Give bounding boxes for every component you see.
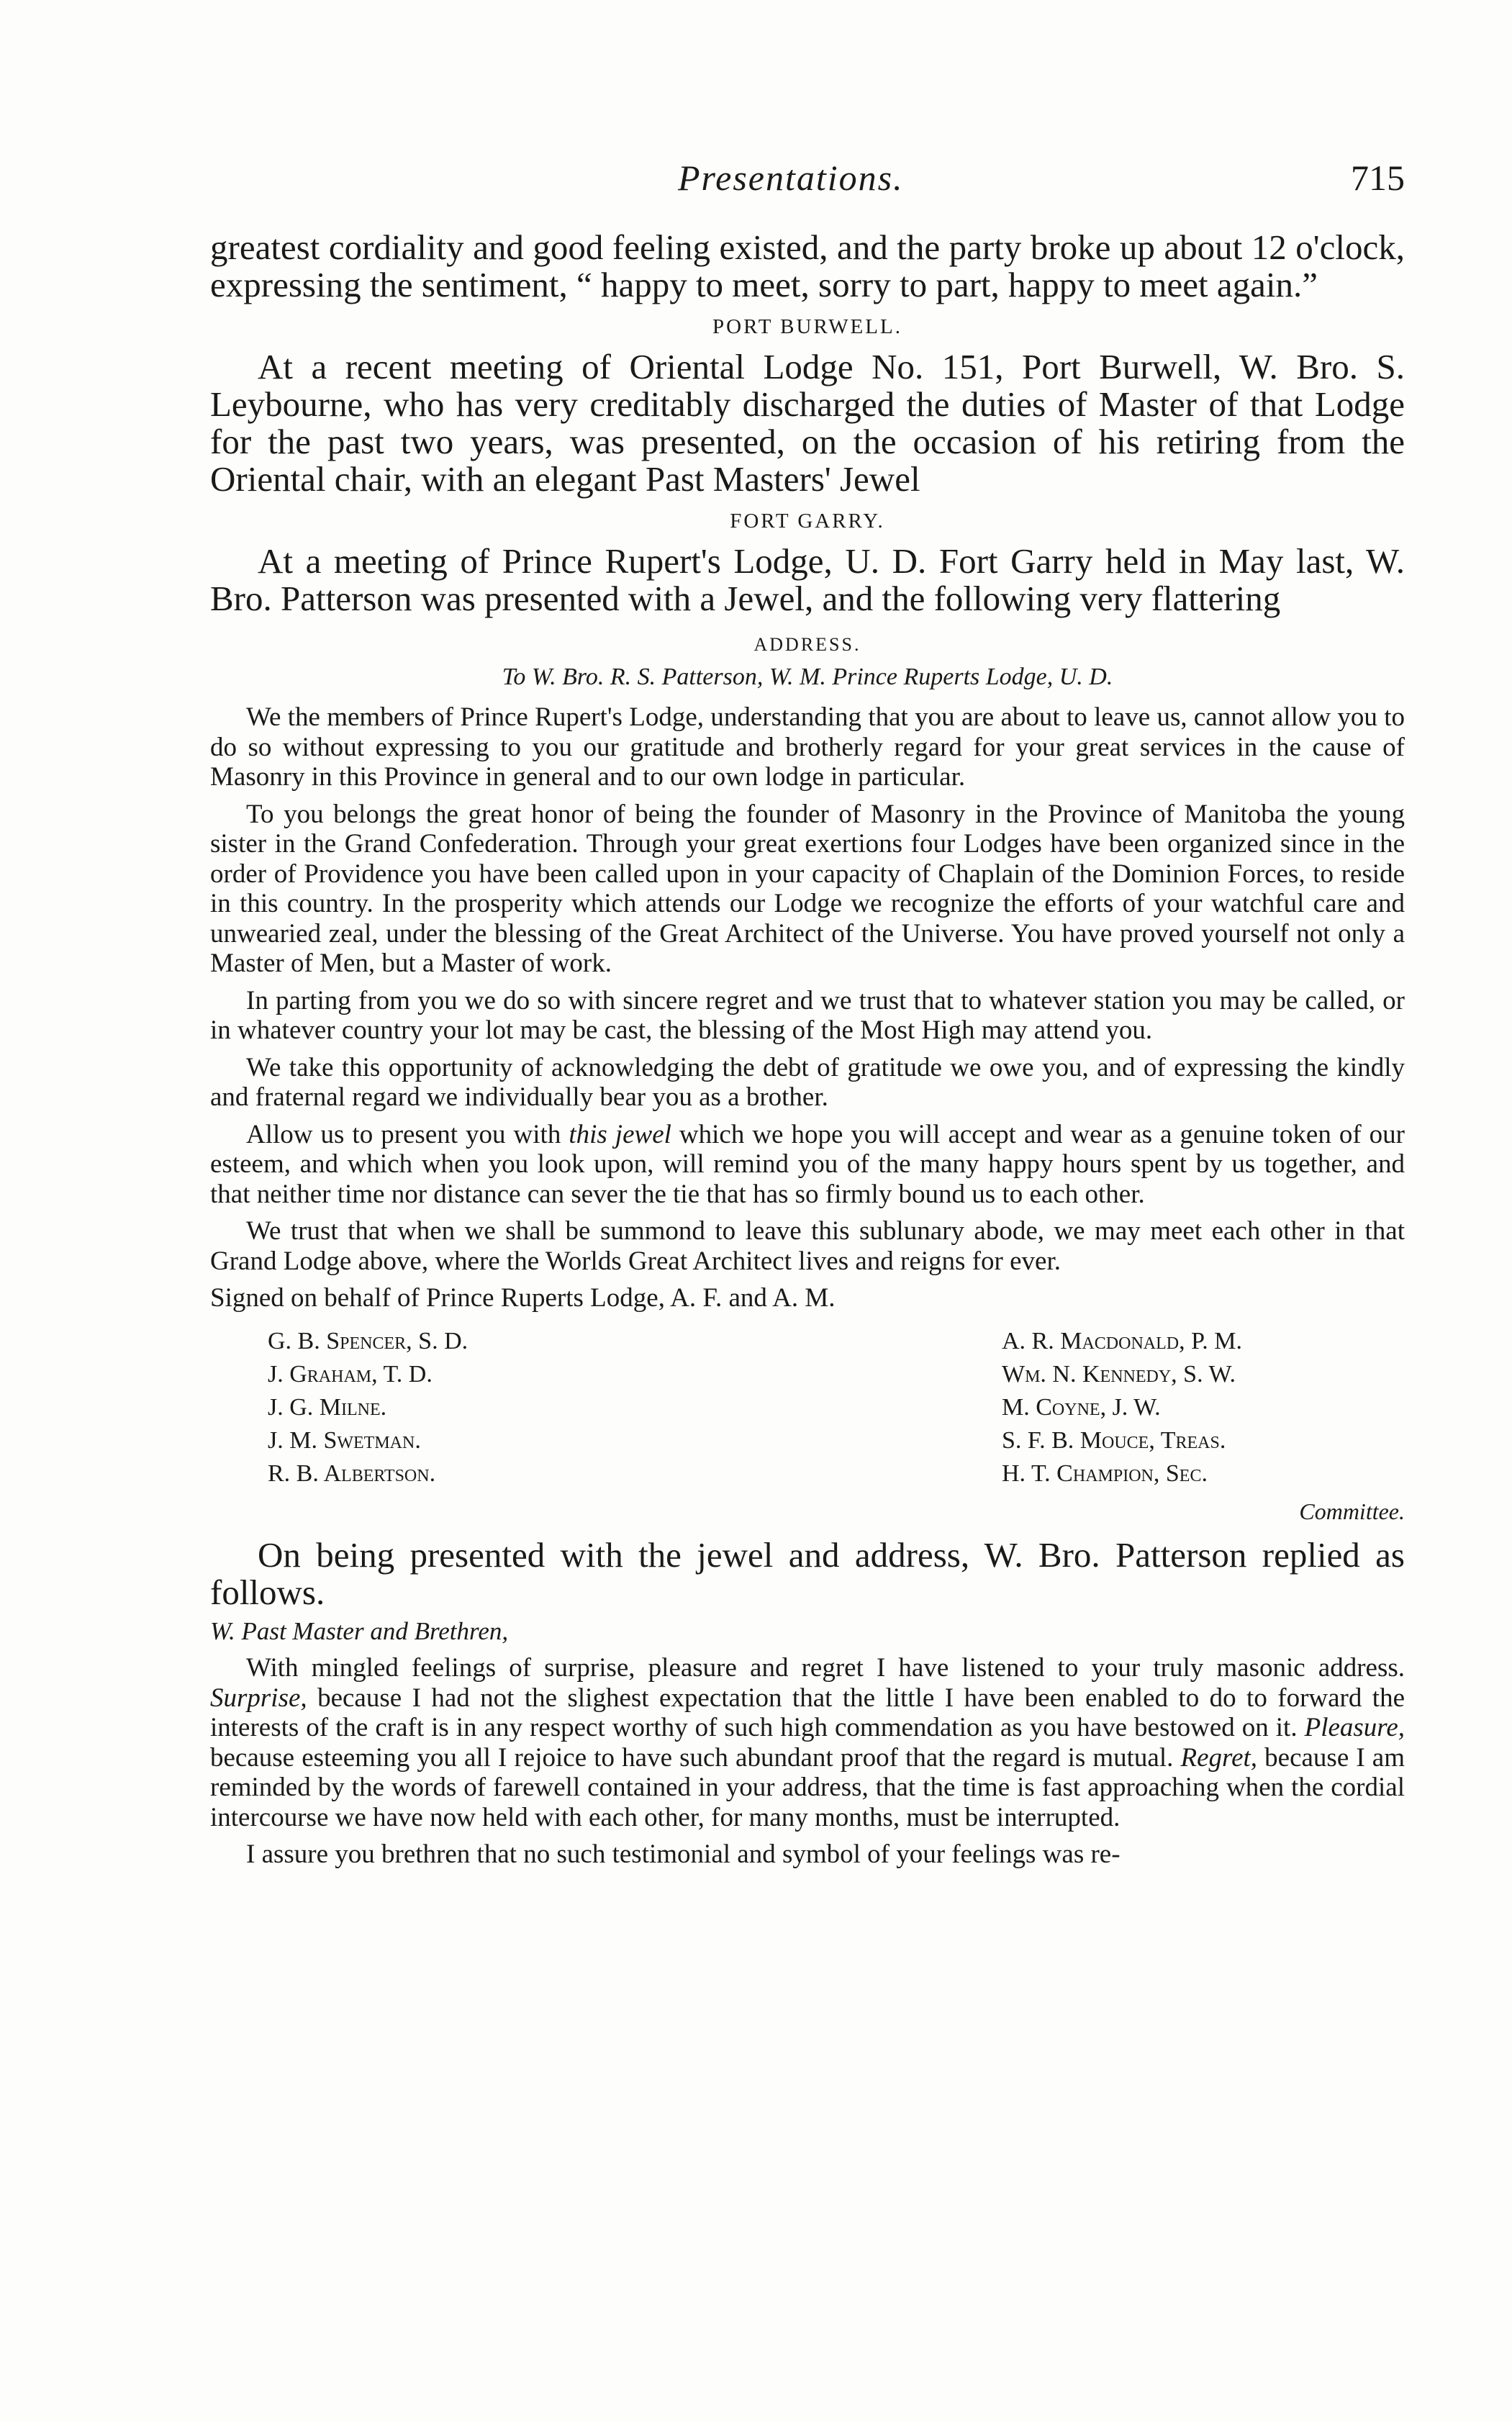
page-body: [210, 229, 1405, 1877]
page-number: 715: [1351, 158, 1405, 198]
address-paragraph: In parting from you we do so with sincere regret and we trust that to whatever station you may be called, or in whatever country your lot may be cast, the blessing of the Most High may attend you.: [210, 985, 1405, 1045]
italic-run: Pleasure,: [1304, 1713, 1405, 1742]
text-run: which we hope you will accept and wear as a genuine token of our esteem, and which when you look upon, will remind you of the many happy hours spent by us together, and that neither time nor distance can sever the tie that has so firmly bound us to each other.: [210, 1119, 1405, 1209]
signed-line: Signed on behalf of Prince Ruperts Lodge, A. F. and A. M.: [210, 1283, 836, 1313]
section-heading-fort-garry: FORT GARRY.: [730, 510, 885, 533]
committee-signatures: [210, 1325, 1405, 1498]
signatory: A. R. Macdonald, P. M.: [1002, 1328, 1242, 1354]
signatory: J. Graham, T. D.: [268, 1361, 433, 1388]
running-title: Presentations.: [678, 158, 904, 198]
italic-run: Regret,: [1180, 1742, 1258, 1773]
text-run: Allow us to present you with: [246, 1119, 569, 1149]
address-paragraph: We the members of Prince Rupert's Lodge, understanding that you are about to leave us, cannot allow you to do so without expressing to you our gratitude and brotherly regard for your great services in the cause of Masonry in this Province in general and to our own lodge in particular.: [210, 702, 1405, 792]
committee-right-column: [1002, 1325, 1242, 1490]
address-paragraph: We trust that when we shall be summond to leave this sublunary abode, we may meet each other in that Grand Lodge above, where the Worlds Great Architect lives and reigns for ever.: [210, 1216, 1405, 1276]
italic-run: this jewel: [569, 1119, 671, 1149]
signatory: J. G. Milne.: [268, 1394, 387, 1421]
text-run: because esteeming you all I rejoice to have such abundant proof that the regard is mutual.: [210, 1742, 1181, 1773]
signatory: Wm. N. Kennedy, S. W.: [1002, 1361, 1236, 1388]
paragraph: greatest cordiality and good feeling existed, and the party broke up about 12 o'clock, expressing the sentiment, “ happy to meet, sorry to part, happy to meet again.”: [210, 227, 1405, 304]
paragraph: At a recent meeting of Oriental Lodge No. 151, Port Burwell, W. Bro. S. Leybourne, who has very creditably discharged the duties of Master of that Lodge for the past two years, was presented, on the occasion of his retiring from the Oriental chair, with an elegant Past Masters' Jewel: [210, 347, 1405, 499]
signatory: G. B. Spencer, S. D.: [268, 1328, 468, 1354]
committee-label: Committee.: [1299, 1498, 1405, 1524]
signatory: H. T. Champion, Sec.: [1002, 1460, 1208, 1487]
signatory: S. F. B. Mouce, Treas.: [1002, 1427, 1226, 1454]
signatory: R. B. Albertson.: [268, 1460, 436, 1487]
paragraph: On being presented with the jewel and address, W. Bro. Patterson replied as follows.: [210, 1535, 1405, 1612]
text-run: With mingled feelings of surprise, pleasure and regret I have listened to your truly masonic address.: [246, 1653, 1405, 1683]
reply-paragraph: I assure you brethren that no such testimonial and symbol of your feelings was re-: [246, 1839, 1121, 1869]
signatory: J. M. Swetman.: [268, 1427, 421, 1454]
text-run: because I am reminded by the words of farewell contained in your address, that the time is fast approaching when the cordial intercourse we have now held with each other, for many months, must be interrupted.: [210, 1742, 1405, 1832]
italic-run: Surprise,: [210, 1683, 307, 1713]
paragraph: At a meeting of Prince Rupert's Lodge, U. D. Fort Garry held in May last, W. Bro. Patterson was presented with a Jewel, and the following very flattering: [210, 541, 1405, 618]
address-salutation: To W. Bro. R. S. Patterson, W. M. Prince Ruperts Lodge, U. D.: [502, 664, 1113, 690]
page-header: [210, 157, 1405, 207]
reply-paragraph: [210, 1653, 1405, 1832]
address-paragraph: To you belongs the great honor of being the founder of Masonry in the Province of Manitoba the young sister in the Grand Confederation. Through your great exertions four Lodges have been organized since in the order of Providence you have been called upon in your capacity of Chaplain of the Dominion Forces, to reside in this country. In the prosperity which attends our Lodge we recognize the efforts of your watchful care and unwearied zeal, under the blessing of the Great Architect of the Universe. You have proved yourself not only a Master of Men, but a Master of work.: [210, 799, 1405, 978]
text-run: because I had not the slighest expectation that the little I have been enabled to do to forward the interests of the craft is in any respect worthy of such high commendation as you have bestowed on it.: [210, 1683, 1405, 1742]
address-paragraph: [210, 1120, 1405, 1210]
address-paragraph: We take this opportunity of acknowledging the debt of gratitude we owe you, and of expressing the kindly and fraternal regard we individually bear you as a brother.: [210, 1052, 1405, 1112]
signatory: M. Coyne, J. W.: [1002, 1394, 1161, 1421]
reply-greeting: W. Past Master and Brethren,: [210, 1617, 509, 1645]
committee-left-column: [268, 1325, 468, 1490]
address-heading: ADDRESS.: [753, 634, 861, 655]
section-heading-port-burwell: PORT BURWELL.: [712, 315, 902, 338]
